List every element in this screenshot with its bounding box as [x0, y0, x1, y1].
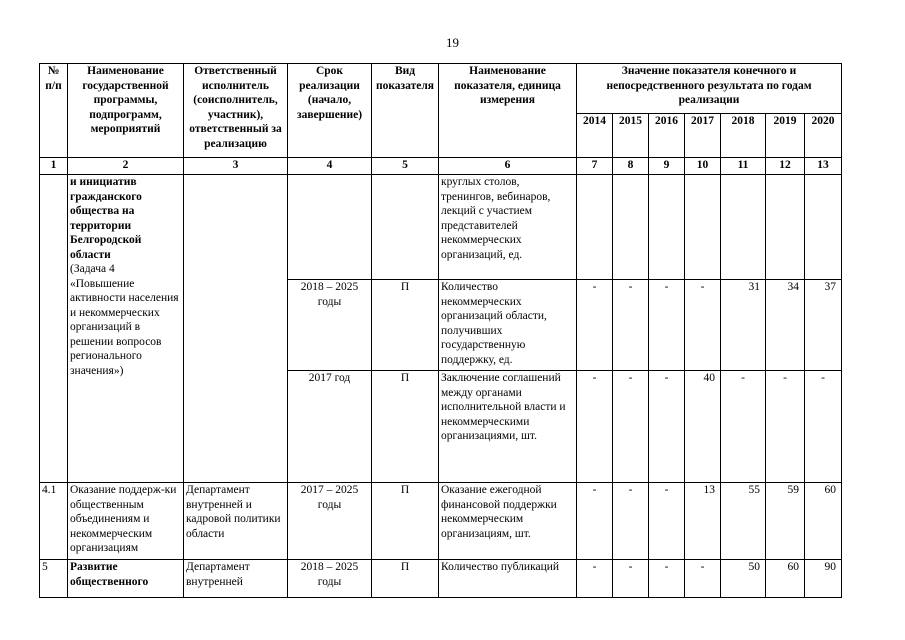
value-cell [805, 175, 842, 280]
header-year: 2020 [805, 114, 842, 158]
value-cell: - [649, 560, 685, 598]
header-values-group: Значение показателя конечного и непосредственного результата по годам реализации [577, 64, 842, 114]
table-row [40, 560, 842, 598]
indicator-cell: Количество публикаций [439, 560, 577, 598]
header-num: № п/п [40, 64, 68, 158]
indicators-table [39, 63, 842, 598]
value-cell: - [577, 483, 613, 560]
col-number: 11 [721, 158, 766, 175]
section-responsible-cell [184, 175, 288, 483]
indicator-cell: Оказание ежегодной финансовой поддержки некоммерческим организациям, шт. [439, 483, 577, 560]
value-cell [766, 175, 805, 280]
col-number: 5 [372, 158, 439, 175]
term-cell: 2017 – 2025 годы [288, 483, 372, 560]
value-cell [613, 175, 649, 280]
col-number: 7 [577, 158, 613, 175]
value-cell [649, 175, 685, 280]
header-indicator-name: Наименование показателя, единица измерения [439, 64, 577, 158]
value-cell: - [649, 371, 685, 483]
responsible-cell: Департамент внутренней и кадровой политики области [184, 483, 288, 560]
table-row [40, 483, 842, 560]
col-number: 10 [685, 158, 721, 175]
value-cell: 60 [805, 483, 842, 560]
header-year: 2016 [649, 114, 685, 158]
value-cell: - [685, 280, 721, 371]
header-row [40, 64, 842, 114]
indicator-cell: круглых столов, тренингов, вебинаров, лекций с участием представителей некоммерческих организаций, ед. [439, 175, 577, 280]
value-cell: - [805, 371, 842, 483]
header-year: 2017 [685, 114, 721, 158]
value-cell: - [577, 560, 613, 598]
value-cell: 34 [766, 280, 805, 371]
column-numbers-row [40, 158, 842, 175]
col-number: 13 [805, 158, 842, 175]
value-cell: 50 [721, 560, 766, 598]
kind-cell: П [372, 483, 439, 560]
section-name-cell [68, 175, 184, 483]
value-cell: 55 [721, 483, 766, 560]
kind-cell [372, 175, 439, 280]
col-number: 9 [649, 158, 685, 175]
header-program-name: Наименование государственной программы, подпрограмм, мероприятий [68, 64, 184, 158]
header-term: Срок реализации (начало, завершение) [288, 64, 372, 158]
row-num-cell: 4.1 [40, 483, 68, 560]
indicator-cell: Заключение соглашений между органами исполнительной власти и некоммерческими организациями, шт. [439, 371, 577, 483]
page-number: 19 [446, 35, 459, 50]
value-cell: - [577, 371, 613, 483]
value-cell: - [721, 371, 766, 483]
value-cell [577, 175, 613, 280]
value-cell: - [649, 483, 685, 560]
col-number: 2 [68, 158, 184, 175]
value-cell: - [613, 280, 649, 371]
value-cell: 13 [685, 483, 721, 560]
value-cell: 37 [805, 280, 842, 371]
value-cell: 60 [766, 560, 805, 598]
measure-name-cell: Оказание поддерж-ки общественным объединениям и некоммерческим организациям [68, 483, 184, 560]
term-cell: 2017 год [288, 371, 372, 483]
value-cell: - [685, 560, 721, 598]
value-cell: 90 [805, 560, 842, 598]
header-year: 2018 [721, 114, 766, 158]
col-number: 4 [288, 158, 372, 175]
section-name-bold: и инициатив гражданского общества на территории Белгородской области [70, 176, 142, 261]
value-cell: - [649, 280, 685, 371]
col-number: 12 [766, 158, 805, 175]
col-number: 1 [40, 158, 68, 175]
term-cell: 2018 – 2025 годы [288, 280, 372, 371]
value-cell: - [613, 483, 649, 560]
value-cell: - [613, 560, 649, 598]
col-number: 3 [184, 158, 288, 175]
col-number: 6 [439, 158, 577, 175]
row-num-cell [40, 175, 68, 483]
value-cell [685, 175, 721, 280]
value-cell: - [613, 371, 649, 483]
header-year: 2014 [577, 114, 613, 158]
header-responsible: Ответственный исполнитель (соисполнитель, участник), ответственный за реализацию [184, 64, 288, 158]
indicator-cell: Количество некоммерческих организаций области, получивших государственную поддержку, ед. [439, 280, 577, 371]
measure-name-cell: Развитие общественного [68, 560, 184, 598]
kind-cell: П [372, 280, 439, 371]
section-name-rest: (Задача 4 «Повышение активности населения и некоммерческих организаций в решении вопросов регионального значения») [70, 263, 179, 377]
col-number: 8 [613, 158, 649, 175]
kind-cell: П [372, 371, 439, 483]
value-cell: 59 [766, 483, 805, 560]
kind-cell: П [372, 560, 439, 598]
value-cell: 31 [721, 280, 766, 371]
header-indicator-kind: Вид показателя [372, 64, 439, 158]
value-cell: 40 [685, 371, 721, 483]
table-row [40, 175, 842, 280]
responsible-cell: Департамент внутренней [184, 560, 288, 598]
row-num-cell: 5 [40, 560, 68, 598]
term-cell [288, 175, 372, 280]
value-cell: - [766, 371, 805, 483]
term-cell: 2018 – 2025 годы [288, 560, 372, 598]
header-year: 2015 [613, 114, 649, 158]
value-cell [721, 175, 766, 280]
header-year: 2019 [766, 114, 805, 158]
value-cell: - [577, 280, 613, 371]
